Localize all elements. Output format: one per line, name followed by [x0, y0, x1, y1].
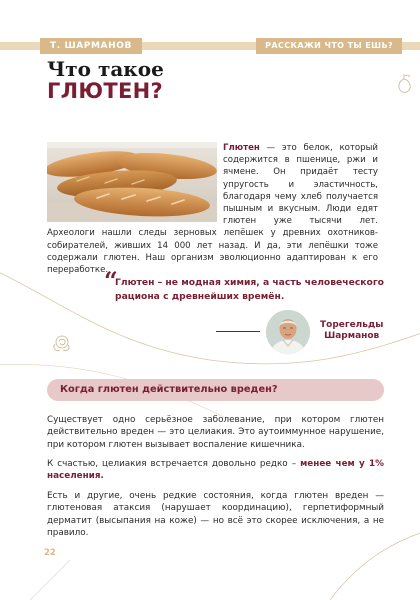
rose-doodle-icon — [54, 336, 69, 351]
rarity-highlight: менее чем у 1% населения. — [47, 459, 384, 482]
intro-text: — это белок, который содержится в пшенице, ржи и ячмене. Он придаёт тесту упругость и эластичность, благодаря чему хлеб получается пышным и вкусным. Люди едят глютен уже тысячи лет. Археологи нашли следы зерновых лепёшек у древних охотников-собирателей, живших 14 000 лет назад. И да, эти лепёшки тоже содержали глютен. Наш организм эволюционно адаптирован к его переработке. — [47, 143, 378, 276]
body-paragraph-rarity — [47, 458, 384, 483]
page-title-line1: Что такое — [47, 57, 164, 81]
header-author: Т. ШАРМАНОВ — [40, 38, 142, 54]
pull-quote: Глютен – не модная химия, а часть человеческого рациона с древнейших времён. — [115, 277, 384, 302]
body-paragraph-celiac: Существует одно серьёзное заболевание, при котором глютен действительно вреден — это целиакия. Это аутоиммунное нарушение, при котором глютен вызывает воспаление кишечника. — [47, 415, 384, 450]
header-series-title: РАССКАЖИ ЧТО ТЫ ЕШЬ? — [256, 38, 402, 54]
section-title: Когда глютен действительно вреден? — [60, 384, 278, 395]
quote-mark-icon: “ — [104, 266, 118, 295]
intro-paragraph — [47, 142, 378, 276]
rarity-text: К счастью, целиакия встречается довольно редко – — [47, 459, 301, 469]
author-divider — [216, 331, 260, 332]
section-header-bar — [47, 379, 384, 401]
pear-doodle-icon — [399, 74, 410, 92]
body-paragraph-other-conditions: Есть и другие, очень редкие состояния, когда глютен вреден — глютеновая атаксия (нарушает координацию), герпетиформный дерматит (высыпания на коже) — но всё это скорее исключения, а не правило. — [47, 491, 384, 539]
author-first-name: Торегельды — [320, 320, 384, 330]
author-portrait — [266, 310, 310, 354]
page-title-line2: ГЛЮТЕН? — [47, 79, 164, 103]
intro-term: Глютен — [223, 143, 260, 153]
page-number: 22 — [44, 548, 56, 558]
running-header — [0, 38, 420, 54]
author-name — [320, 320, 383, 342]
author-last-name: Шарманов — [324, 331, 380, 341]
